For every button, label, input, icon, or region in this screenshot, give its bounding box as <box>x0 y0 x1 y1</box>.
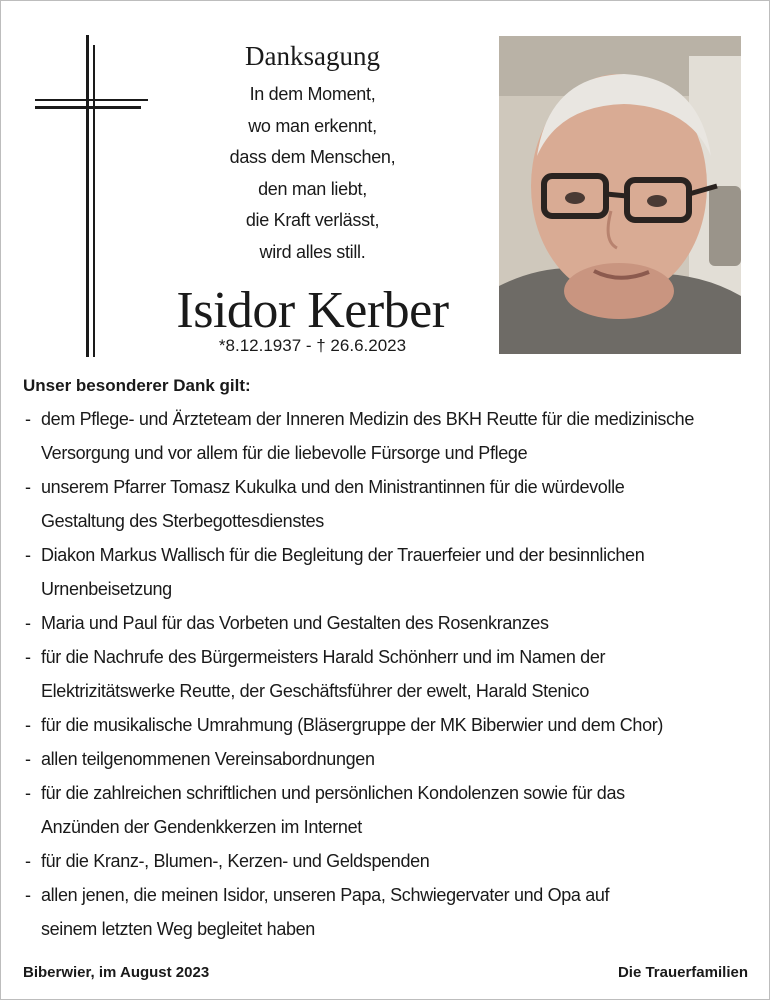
list-item <box>23 606 753 640</box>
place-date: Biberwier, im August 2023 <box>23 964 210 981</box>
bullet-dash: - <box>25 647 31 667</box>
bullet-dash: - <box>25 851 31 871</box>
item-line: Anzünden der Gendenkkerzen im Internet <box>41 817 362 837</box>
item-line: Diakon Markus Wallisch für die Begleitung der Trauerfeier und der besinnlichen <box>41 545 645 565</box>
thanks-list <box>23 402 753 946</box>
item-line: unserem Pfarrer Tomasz Kukulka und den Ministrantinnen für die würdevolle <box>41 477 625 497</box>
signature: Die Trauerfamilien <box>617 964 748 981</box>
deceased-name: Isidor Kerber <box>176 282 449 339</box>
item-line: Maria und Paul für das Vorbeten und Gestalten des Rosenkranzes <box>41 613 549 633</box>
bullet-dash: - <box>25 613 31 633</box>
bullet-dash: - <box>25 409 31 429</box>
bullet-dash: - <box>25 885 31 905</box>
list-item <box>23 776 753 844</box>
list-item <box>23 538 753 606</box>
thanks-intro: Unser besonderer Dank gilt: <box>23 376 251 395</box>
thanks-section <box>23 374 753 946</box>
bullet-dash: - <box>25 477 31 497</box>
item-line: allen teilgenommenen Vereinsabordnungen <box>41 749 375 769</box>
item-line: für die Nachrufe des Bürgermeisters Harald Schönherr und im Namen der <box>41 647 606 667</box>
bullet-dash: - <box>25 783 31 803</box>
life-dates: *8.12.1937 - † 26.6.2023 <box>218 336 407 355</box>
list-item <box>23 640 753 708</box>
heading: Danksagung <box>245 41 380 71</box>
bullet-dash: - <box>25 715 31 735</box>
item-line: dem Pflege- und Ärzteteam der Inneren Medizin des BKH Reutte für die medizinische <box>41 409 694 429</box>
poem-line: die Kraft verlässt, <box>245 210 380 230</box>
bullet-dash: - <box>25 545 31 565</box>
item-line: seinem letzten Weg begleitet haben <box>41 919 315 939</box>
portrait-photo <box>499 36 741 354</box>
item-line: Versorgung und vor allem für die liebevolle Fürsorge und Pflege <box>41 443 528 463</box>
poem-line: wo man erkennt, <box>248 115 377 136</box>
item-line: Urnenbeisetzung <box>41 579 172 599</box>
poem-line: In dem Moment, <box>249 84 376 104</box>
list-item <box>23 470 753 538</box>
item-line: allen jenen, die meinen Isidor, unseren Papa, Schwiegervater und Opa auf <box>41 885 610 905</box>
poem-line: wird alles still. <box>259 241 366 262</box>
item-line: Elektrizitätswerke Reutte, der Geschäftsführer der ewelt, Harald Stenico <box>41 681 590 701</box>
poem-line: dass dem Menschen, <box>229 147 396 167</box>
item-line: für die musikalische Umrahmung (Bläsergruppe der MK Biberwier und dem Chor) <box>41 715 664 735</box>
list-item <box>23 878 753 946</box>
bullet-dash: - <box>25 749 31 769</box>
list-item <box>23 402 753 470</box>
poem-line: den man liebt, <box>258 178 367 199</box>
list-item <box>23 708 753 742</box>
item-line: Gestaltung des Sterbegottesdienstes <box>41 511 324 531</box>
poem <box>181 79 444 268</box>
item-line: für die zahlreichen schriftlichen und persönlichen Kondolenzen sowie für das <box>41 783 625 803</box>
list-item <box>23 742 753 776</box>
list-item <box>23 844 753 878</box>
item-line: für die Kranz-, Blumen-, Kerzen- und Geldspenden <box>41 851 430 871</box>
